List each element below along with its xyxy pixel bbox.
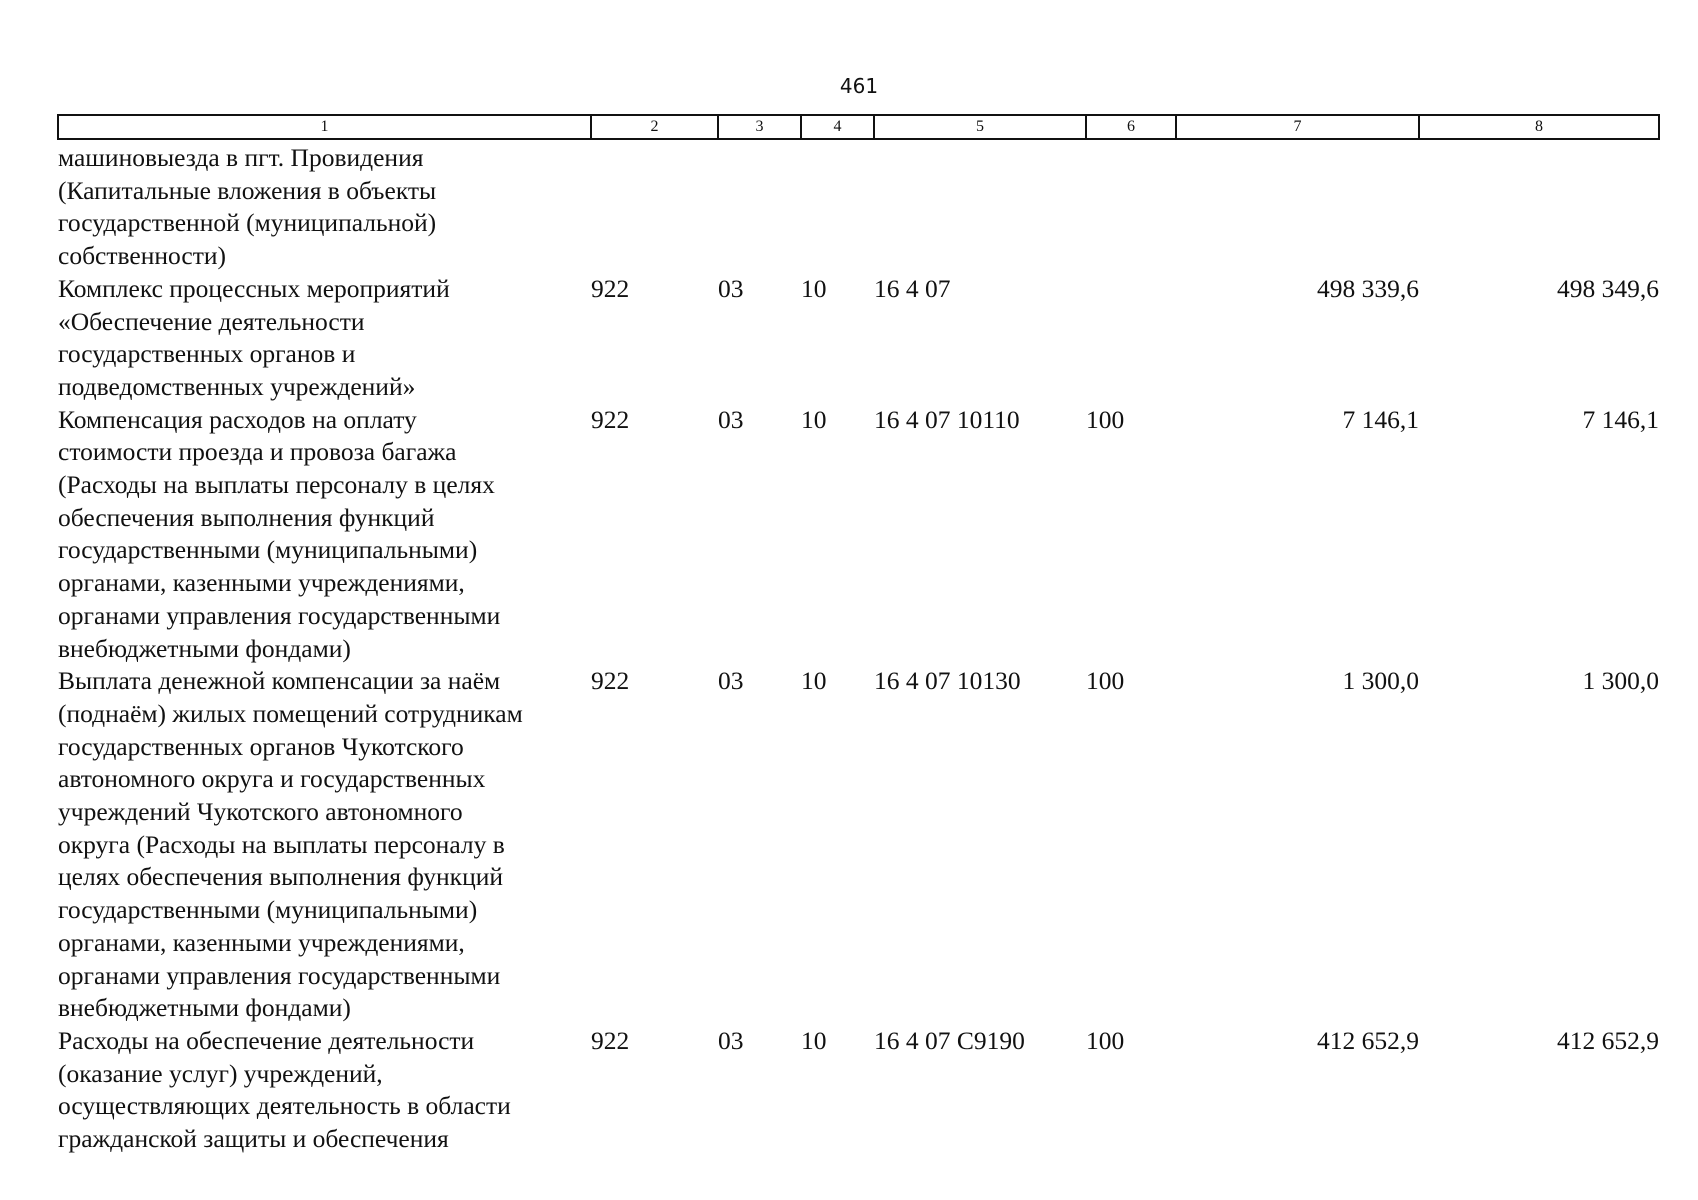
row-csr: 16 4 07 С9190 bbox=[874, 1025, 1025, 1055]
row-vr bbox=[1086, 273, 1176, 404]
row-sum-1 bbox=[1176, 139, 1419, 273]
row-sum-2 bbox=[1419, 139, 1659, 273]
page-number: 461 bbox=[839, 74, 879, 98]
row-pr: 10 bbox=[801, 404, 827, 434]
row-ved: 922 bbox=[591, 1025, 630, 1055]
row-csr: 16 4 07 10130 bbox=[874, 666, 1021, 696]
table-row bbox=[58, 404, 1659, 666]
row-rz: 03 bbox=[718, 1025, 744, 1055]
row-vr: 100 bbox=[1086, 404, 1125, 434]
row-name: машиновыезда в пгт. Провидения (Капитальные вложения в объекты государственной (муниципальной) собственности) bbox=[58, 143, 437, 271]
row-name: Расходы на обеспечение деятельности (оказание услуг) учреждений, осуществляющих деятельность в области гражданской защиты и обеспечения bbox=[58, 1025, 511, 1154]
row-vr bbox=[1086, 139, 1176, 273]
table-row bbox=[58, 1025, 1659, 1156]
table-row bbox=[58, 139, 1659, 273]
budget-table bbox=[57, 114, 1660, 1156]
column-number-header-row bbox=[58, 115, 1659, 139]
row-sum-1: 7 146,1 bbox=[1342, 404, 1419, 434]
column-header-4: 4 bbox=[801, 115, 874, 139]
column-header-2: 2 bbox=[591, 115, 718, 139]
row-csr bbox=[874, 139, 1086, 273]
row-ved bbox=[591, 139, 718, 273]
table-row bbox=[58, 665, 1659, 1025]
row-sum-1: 498 339,6 bbox=[1317, 273, 1419, 303]
row-ved: 922 bbox=[591, 404, 630, 434]
row-sum-2: 412 652,9 bbox=[1557, 1025, 1659, 1055]
row-vr: 100 bbox=[1086, 1025, 1125, 1055]
column-header-7: 7 bbox=[1176, 115, 1419, 139]
row-pr: 10 bbox=[801, 1025, 827, 1055]
row-pr: 10 bbox=[801, 273, 827, 303]
row-rz: 03 bbox=[718, 404, 744, 434]
row-name: Комплекс процессных мероприятий «Обеспечение деятельности государственных органов и подведомственных учреждений» bbox=[58, 273, 450, 401]
column-header-3: 3 bbox=[718, 115, 801, 139]
column-header-8: 8 bbox=[1419, 115, 1659, 139]
row-sum-2: 7 146,1 bbox=[1582, 404, 1659, 434]
row-ved: 922 bbox=[591, 666, 630, 696]
row-ved: 922 bbox=[591, 273, 630, 303]
row-pr bbox=[801, 139, 874, 273]
row-rz bbox=[718, 139, 801, 273]
row-csr: 16 4 07 10110 bbox=[874, 404, 1020, 434]
row-sum-1: 412 652,9 bbox=[1317, 1025, 1419, 1055]
table-row bbox=[58, 273, 1659, 404]
column-header-5: 5 bbox=[874, 115, 1086, 139]
column-header-1: 1 bbox=[58, 115, 591, 139]
row-pr: 10 bbox=[801, 666, 827, 696]
row-rz: 03 bbox=[718, 666, 744, 696]
row-sum-2: 498 349,6 bbox=[1557, 273, 1659, 303]
row-csr: 16 4 07 bbox=[874, 273, 951, 303]
row-rz: 03 bbox=[718, 273, 744, 303]
row-vr: 100 bbox=[1086, 666, 1125, 696]
column-header-6: 6 bbox=[1086, 115, 1176, 139]
row-sum-1: 1 300,0 bbox=[1342, 666, 1419, 696]
row-name: Выплата денежной компенсации за наём (поднаём) жилых помещений сотрудникам государственных органов Чукотского автономного округа и государственных учреждений Чукотского автономного округа (Расходы на выплаты персоналу в целях обеспечения выполнения функций государственными (муниципальными) органами, казенными учреждениями, органами управления государственными внебюджетными фондами) bbox=[58, 666, 523, 1023]
row-sum-2: 1 300,0 bbox=[1582, 666, 1659, 696]
row-name: Компенсация расходов на оплату стоимости проезда и провоза багажа (Расходы на выплаты персоналу в целях обеспечения выполнения функций государственными (муниципальными) органами, казенными учреждениями, органами управления государственными внебюджетными фондами) bbox=[58, 404, 501, 663]
